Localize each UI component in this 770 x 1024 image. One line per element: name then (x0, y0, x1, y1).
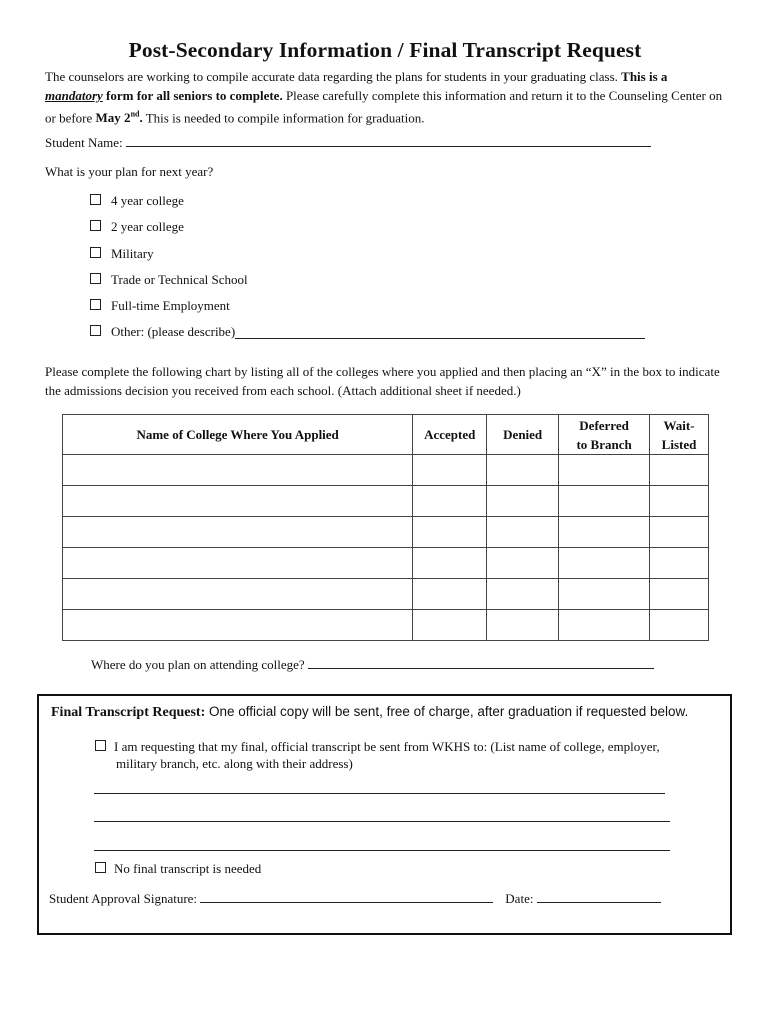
wait-listed-cell[interactable] (650, 517, 709, 548)
denied-cell[interactable] (487, 517, 559, 548)
attend-college-field[interactable] (308, 656, 654, 669)
checkbox-military[interactable] (90, 247, 101, 258)
intro-paragraph (45, 67, 735, 127)
header-deferred (559, 415, 650, 455)
college-name-cell[interactable] (63, 548, 413, 579)
college-name-cell[interactable] (63, 486, 413, 517)
deferred-cell[interactable] (559, 517, 650, 548)
college-name-cell[interactable] (63, 610, 413, 641)
plan-option-trade[interactable] (90, 271, 248, 289)
denied-cell[interactable] (487, 548, 559, 579)
intro-date (96, 110, 143, 125)
plan-option-label: 4 year college (111, 193, 184, 208)
final-transcript-note: One official copy will be sent, free of charge, after graduation if requested below. (205, 704, 689, 719)
header-wait-listed (650, 415, 709, 455)
deferred-cell[interactable] (559, 548, 650, 579)
plan-option-label: Other: (please describe) (111, 324, 236, 339)
intro-bold-1: This is a (621, 69, 668, 84)
chart-instructions: Please complete the following chart by listing all of the colleges where you applied and then placing an “X” in the box to indicate the admissions decision you received from each school. (Attach additional sheet if needed.) (45, 364, 720, 398)
request-transcript-text-2: military branch, etc. along with their address) (116, 756, 353, 771)
final-transcript-title: Final Transcript Request: (51, 705, 206, 720)
table-row (63, 548, 709, 579)
header-college-name: Name of College Where You Applied (63, 415, 413, 455)
table-row (63, 517, 709, 548)
wait-listed-cell[interactable] (650, 548, 709, 579)
checkbox-2yr[interactable] (90, 220, 101, 231)
table-row (63, 455, 709, 486)
intro-text-1: The counselors are working to compile accurate data regarding the plans for students in your graduating class. (45, 69, 622, 84)
signature-label: Student Approval Signature: (49, 891, 201, 906)
plan-option-military[interactable] (90, 245, 154, 263)
denied-cell[interactable] (487, 579, 559, 610)
address-line-1[interactable] (94, 793, 665, 794)
plan-option-2yr[interactable] (90, 218, 184, 236)
request-transcript-text-1: I am requesting that my final, official transcript be sent from WKHS to: (List name of college, employer, (114, 739, 660, 754)
wait-listed-cell[interactable] (650, 610, 709, 641)
table-row (63, 579, 709, 610)
table-row (63, 610, 709, 641)
header-deferred-line2: to Branch (576, 436, 632, 452)
no-transcript-checkbox[interactable] (95, 862, 106, 873)
wait-listed-cell[interactable] (650, 486, 709, 517)
intro-date-main: May 2 (95, 110, 131, 126)
no-transcript-option[interactable] (95, 860, 261, 877)
intro-bold-2: form for all seniors to complete. (102, 88, 283, 103)
checkbox-4yr[interactable] (90, 194, 101, 205)
request-transcript-checkbox[interactable] (95, 740, 106, 751)
header-denied: Denied (487, 415, 559, 455)
student-name-row (45, 134, 651, 151)
attend-row (91, 656, 654, 673)
deferred-cell[interactable] (559, 455, 650, 486)
plan-option-label: Trade or Technical School (111, 272, 248, 287)
date-label: Date: (505, 891, 537, 906)
signature-field[interactable] (200, 890, 493, 903)
table-header-row (63, 415, 709, 455)
plan-option-other[interactable] (90, 323, 645, 341)
plan-option-4yr[interactable] (90, 192, 184, 210)
signature-row (49, 890, 661, 907)
intro-text-3: This is needed to compile information for graduation. (142, 110, 425, 126)
accepted-cell[interactable] (413, 610, 487, 641)
accepted-cell[interactable] (413, 517, 487, 548)
plan-option-label: Military (111, 246, 154, 261)
attend-question: Where do you plan on attending college? (91, 657, 308, 672)
college-name-cell[interactable] (63, 455, 413, 486)
plan-option-label: 2 year college (111, 219, 184, 234)
wait-listed-cell[interactable] (650, 579, 709, 610)
intro-date-dot: . (139, 110, 143, 126)
accepted-cell[interactable] (413, 579, 487, 610)
checkbox-employment[interactable] (90, 299, 101, 310)
checkbox-other[interactable] (90, 325, 101, 336)
intro-date-sup: nd (130, 110, 140, 119)
deferred-cell[interactable] (559, 579, 650, 610)
intro-mandatory: mandatory (45, 88, 103, 103)
header-wait-line1: Wait- (663, 417, 695, 433)
final-transcript-box (37, 694, 732, 935)
request-transcript-option[interactable] (95, 738, 660, 772)
denied-cell[interactable] (487, 455, 559, 486)
wait-listed-cell[interactable] (650, 455, 709, 486)
checkbox-trade[interactable] (90, 273, 101, 284)
intro-text-2: Please carefully complete this information and return it to the Counseling Center on or before (45, 88, 723, 126)
accepted-cell[interactable] (413, 455, 487, 486)
plan-option-employment[interactable] (90, 297, 230, 315)
plan-option-label: Full-time Employment (111, 298, 230, 313)
form-title: Post-Secondary Information / Final Transcript Request (128, 38, 642, 62)
address-line-3[interactable] (94, 850, 670, 851)
table-row (63, 486, 709, 517)
address-line-2[interactable] (94, 821, 670, 822)
other-describe-field[interactable] (235, 326, 645, 339)
deferred-cell[interactable] (559, 610, 650, 641)
plan-question: What is your plan for next year? (45, 164, 214, 179)
college-table (62, 414, 709, 641)
header-deferred-line1: Deferred (579, 417, 629, 433)
accepted-cell[interactable] (413, 486, 487, 517)
no-transcript-text: No final transcript is needed (114, 861, 262, 876)
college-name-cell[interactable] (63, 517, 413, 548)
accepted-cell[interactable] (413, 548, 487, 579)
final-transcript-heading (51, 704, 688, 721)
denied-cell[interactable] (487, 486, 559, 517)
deferred-cell[interactable] (559, 486, 650, 517)
student-name-label: Student Name: (45, 135, 126, 150)
denied-cell[interactable] (487, 610, 559, 641)
header-accepted: Accepted (413, 415, 487, 455)
student-name-field[interactable] (126, 134, 651, 147)
college-name-cell[interactable] (63, 579, 413, 610)
date-field[interactable] (537, 890, 661, 903)
header-wait-line2: Listed (661, 436, 697, 452)
